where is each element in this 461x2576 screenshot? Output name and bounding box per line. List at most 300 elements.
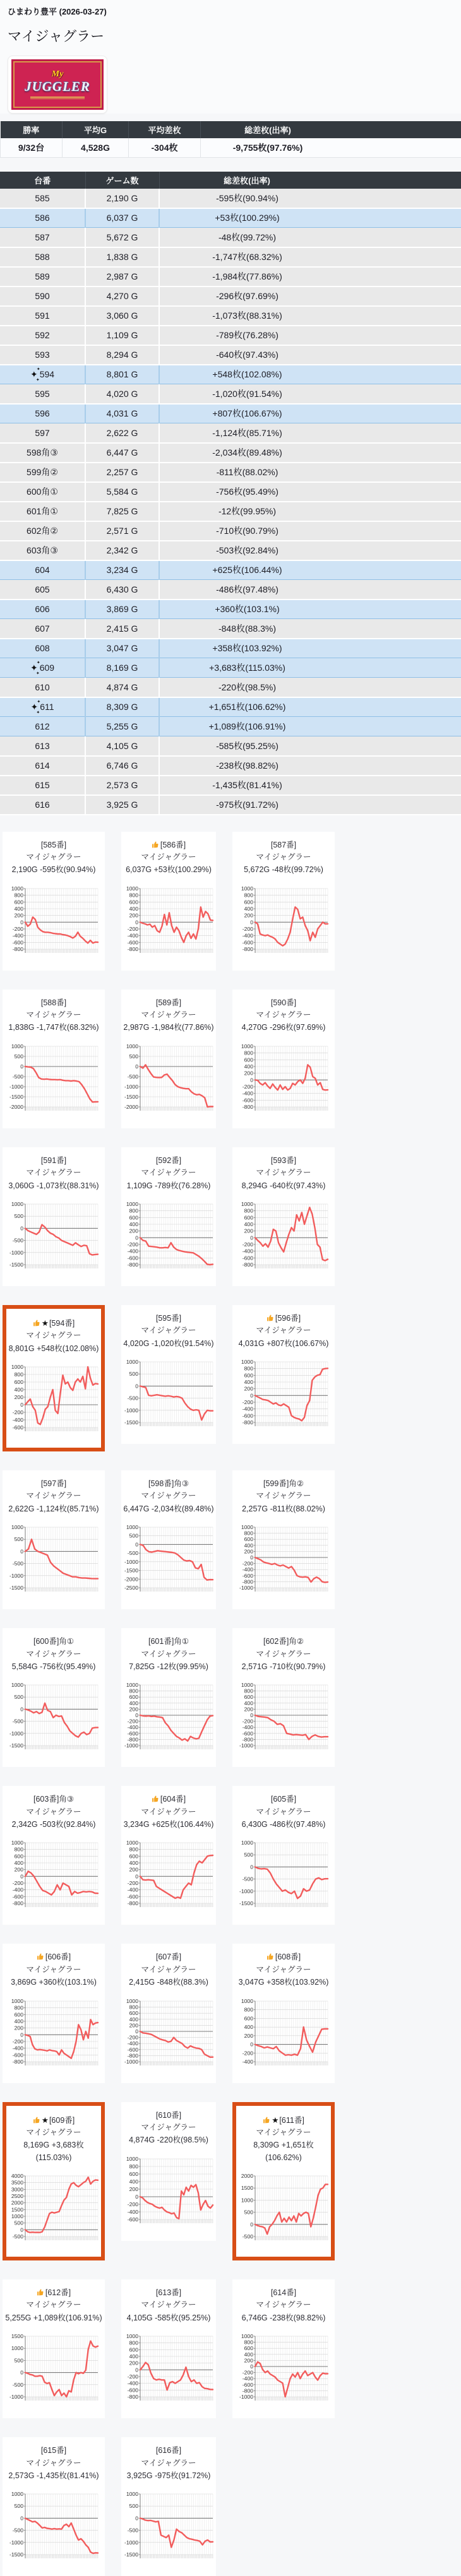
chart-title-model: マイジャグラー bbox=[123, 2299, 215, 2311]
svg-text:-800: -800 bbox=[242, 1419, 253, 1426]
slump-graph-612 bbox=[8, 2333, 100, 2405]
machine-diff-cell: -595枚(90.94%) bbox=[159, 189, 461, 208]
svg-text:1000: 1000 bbox=[126, 2333, 138, 2339]
svg-text:-500: -500 bbox=[242, 2233, 253, 2240]
chart-title-model: マイジャグラー bbox=[123, 1167, 215, 1179]
machine-table-body bbox=[0, 189, 461, 815]
svg-text:800: 800 bbox=[244, 1366, 254, 1372]
svg-text:200: 200 bbox=[244, 1228, 254, 1234]
machine-row-589 bbox=[0, 267, 461, 287]
slump-graph-590 bbox=[237, 1043, 330, 1115]
chart-title-stats: 5,584G -756枚(95.49%) bbox=[4, 1661, 104, 1673]
chart-title-machine: [604番] bbox=[123, 1793, 215, 1805]
svg-text:0: 0 bbox=[20, 1225, 23, 1231]
logo-text-juggler: JUGGLER bbox=[25, 79, 90, 94]
svg-text:-1500: -1500 bbox=[9, 1742, 23, 1749]
chart-title-stats: 6,746G -238枚(98.82%) bbox=[234, 2312, 333, 2324]
svg-text:-200: -200 bbox=[242, 1399, 253, 1405]
chart-title-stats: 4,031G +807枚(106.67%) bbox=[234, 1338, 333, 1350]
logo-ornament bbox=[30, 97, 85, 99]
summary-table bbox=[0, 121, 461, 158]
machine-games-cell: 3,869 G bbox=[85, 600, 159, 619]
chart-card-title bbox=[4, 1793, 104, 1831]
machine-number-cell: 606 bbox=[0, 600, 85, 619]
machine-games-cell: 3,925 G bbox=[85, 795, 159, 815]
slump-graph-605 bbox=[237, 1840, 330, 1911]
chart-card-title bbox=[4, 997, 104, 1034]
svg-text:-1500: -1500 bbox=[9, 2551, 23, 2558]
svg-text:800: 800 bbox=[129, 1846, 139, 1853]
machine-number-cell: 614 bbox=[0, 756, 85, 776]
svg-text:-200: -200 bbox=[13, 1880, 23, 1886]
svg-text:800: 800 bbox=[129, 1208, 139, 1214]
chart-card-title bbox=[123, 2445, 215, 2482]
svg-text:1500: 1500 bbox=[241, 2185, 253, 2191]
machine-number-cell: 608 bbox=[0, 639, 85, 658]
slump-graph-594 bbox=[8, 1364, 100, 1436]
machine-number-cell: 586 bbox=[0, 208, 85, 228]
svg-text:800: 800 bbox=[244, 892, 254, 898]
charts-grid bbox=[0, 832, 326, 2576]
chart-title-model: マイジャグラー bbox=[123, 1009, 215, 1021]
chart-title-model: マイジャグラー bbox=[234, 1009, 333, 1021]
machine-table-header-games: ゲーム数 bbox=[85, 172, 159, 189]
slump-graph-616 bbox=[123, 2491, 215, 2563]
svg-text:-1000: -1000 bbox=[9, 2394, 23, 2400]
machine-diff-cell: +625枚(106.44%) bbox=[159, 560, 461, 580]
svg-text:400: 400 bbox=[244, 2351, 254, 2358]
svg-text:500: 500 bbox=[129, 1371, 139, 1377]
machine-number-cell: 616 bbox=[0, 795, 85, 815]
chart-title-stats: 2,987G -1,984枚(77.86%) bbox=[123, 1022, 215, 1034]
svg-text:1000: 1000 bbox=[126, 1201, 138, 1207]
machine-row-600 bbox=[0, 482, 461, 502]
svg-text:-500: -500 bbox=[13, 1073, 23, 1080]
svg-text:-200: -200 bbox=[13, 1409, 23, 1415]
svg-text:-500: -500 bbox=[128, 1395, 138, 1402]
svg-text:1000: 1000 bbox=[11, 1682, 23, 1688]
svg-text:-800: -800 bbox=[128, 1900, 138, 1906]
svg-text:200: 200 bbox=[129, 1228, 139, 1234]
machine-number-cell: 590 bbox=[0, 287, 85, 306]
chart-card-613 bbox=[121, 2279, 216, 2418]
machine-diff-cell: -1,073枚(88.31%) bbox=[159, 306, 461, 326]
machine-games-cell: 4,270 G bbox=[85, 287, 159, 306]
summary-value-avg-diff: -304枚 bbox=[129, 138, 201, 157]
machine-games-cell: 4,874 G bbox=[85, 678, 159, 697]
slump-graph-602 bbox=[237, 1682, 330, 1754]
chart-title-model: マイジャグラー bbox=[8, 1330, 100, 1342]
machine-row-591 bbox=[0, 306, 461, 326]
svg-text:0: 0 bbox=[20, 2226, 23, 2233]
svg-text:-1000: -1000 bbox=[239, 1742, 253, 1749]
svg-text:800: 800 bbox=[244, 2339, 254, 2346]
svg-text:1000: 1000 bbox=[11, 2491, 23, 2497]
svg-text:800: 800 bbox=[129, 892, 139, 898]
svg-text:-500: -500 bbox=[13, 1561, 23, 1567]
svg-text:-400: -400 bbox=[13, 1417, 23, 1423]
machine-games-cell: 5,255 G bbox=[85, 717, 159, 736]
chart-title-machine: [616番] bbox=[123, 2445, 215, 2457]
svg-text:800: 800 bbox=[244, 1208, 254, 1214]
svg-text:400: 400 bbox=[129, 1700, 139, 1706]
svg-text:1000: 1000 bbox=[126, 1359, 138, 1365]
svg-text:0: 0 bbox=[250, 1864, 253, 1870]
chart-title-stats: 5,672G -48枚(99.72%) bbox=[234, 864, 333, 876]
machine-games-cell: 2,987 G bbox=[85, 267, 159, 287]
machine-games-cell: 7,825 G bbox=[85, 502, 159, 521]
machine-number-cell: 598角③ bbox=[0, 443, 85, 463]
svg-text:0: 0 bbox=[20, 919, 23, 925]
svg-text:-400: -400 bbox=[242, 1566, 253, 1573]
svg-text:400: 400 bbox=[129, 2016, 139, 2022]
svg-text:1000: 1000 bbox=[241, 1682, 253, 1688]
svg-text:-500: -500 bbox=[128, 1073, 138, 1080]
svg-text:-1500: -1500 bbox=[124, 2551, 138, 2558]
chart-card-600 bbox=[3, 1628, 105, 1767]
svg-text:-600: -600 bbox=[128, 1255, 138, 1261]
svg-text:-1000: -1000 bbox=[9, 1250, 23, 1256]
svg-text:0: 0 bbox=[135, 2515, 138, 2522]
svg-text:3500: 3500 bbox=[11, 2180, 23, 2186]
svg-text:500: 500 bbox=[129, 2503, 139, 2509]
chart-card-title bbox=[123, 1951, 215, 1988]
svg-text:400: 400 bbox=[129, 1221, 139, 1227]
chart-card-599 bbox=[232, 1470, 335, 1609]
summary-header-row bbox=[1, 121, 461, 138]
chart-card-title bbox=[4, 839, 104, 877]
chart-title-model: マイジャグラー bbox=[234, 1964, 333, 1976]
svg-text:500: 500 bbox=[15, 2220, 24, 2226]
svg-text:-200: -200 bbox=[128, 2201, 138, 2207]
svg-text:600: 600 bbox=[244, 899, 254, 905]
machine-table-header-row bbox=[0, 172, 461, 189]
svg-text:0: 0 bbox=[250, 1554, 253, 1561]
svg-text:400: 400 bbox=[244, 1221, 254, 1227]
machine-number-cell: ✦ ✦ ✦ 594 bbox=[0, 365, 85, 384]
machine-games-cell: 8,169 G bbox=[85, 658, 159, 678]
chart-title-machine: [603番]角③ bbox=[4, 1793, 104, 1805]
machine-games-cell: 2,415 G bbox=[85, 619, 159, 639]
chart-card-601 bbox=[121, 1628, 216, 1767]
svg-text:1000: 1000 bbox=[241, 1998, 253, 2004]
svg-text:1000: 1000 bbox=[126, 2491, 138, 2497]
svg-text:-400: -400 bbox=[242, 1724, 253, 1730]
machine-row-594 bbox=[0, 365, 461, 384]
chart-title-stats: 3,925G -975枚(91.72%) bbox=[123, 2470, 215, 2482]
svg-text:400: 400 bbox=[244, 1542, 254, 1549]
chart-card-title bbox=[8, 1318, 100, 1355]
machine-diff-cell: -975枚(91.72%) bbox=[159, 795, 461, 815]
machine-number-cell: 604 bbox=[0, 560, 85, 580]
svg-text:-1000: -1000 bbox=[9, 1573, 23, 1579]
chart-title-stats: 6,037G +53枚(100.29%) bbox=[123, 864, 215, 876]
svg-text:-800: -800 bbox=[128, 946, 138, 952]
chart-title-stats: 8,309G +1,651枚(106.62%) bbox=[237, 2139, 330, 2164]
machine-row-612 bbox=[0, 717, 461, 736]
machine-games-cell: 8,294 G bbox=[85, 345, 159, 365]
svg-text:-400: -400 bbox=[128, 932, 138, 938]
svg-text:0: 0 bbox=[20, 1402, 23, 1408]
svg-text:-1000: -1000 bbox=[124, 2059, 138, 2065]
machine-row-608 bbox=[0, 639, 461, 658]
svg-text:400: 400 bbox=[15, 1386, 24, 1393]
svg-text:-500: -500 bbox=[128, 1550, 138, 1556]
svg-text:-400: -400 bbox=[128, 1248, 138, 1255]
machine-number-cell: 607 bbox=[0, 619, 85, 639]
chart-card-title bbox=[4, 1478, 104, 1515]
machine-row-599 bbox=[0, 463, 461, 482]
machine-row-610 bbox=[0, 678, 461, 697]
svg-text:200: 200 bbox=[15, 912, 24, 918]
chart-title-machine: ★[594番] bbox=[8, 1318, 100, 1330]
svg-text:0: 0 bbox=[20, 2031, 23, 2038]
svg-text:1000: 1000 bbox=[241, 1359, 253, 1365]
chart-title-stats: 4,874G -220枚(98.5%) bbox=[123, 2134, 215, 2146]
svg-text:-1500: -1500 bbox=[124, 1094, 138, 1100]
chart-title-model: マイジャグラー bbox=[234, 851, 333, 863]
svg-text:-400: -400 bbox=[128, 2209, 138, 2215]
svg-text:500: 500 bbox=[15, 2503, 24, 2509]
svg-text:-500: -500 bbox=[13, 2527, 23, 2534]
svg-text:-400: -400 bbox=[242, 932, 253, 938]
chart-title-model: マイジャグラー bbox=[234, 1648, 333, 1660]
svg-text:400: 400 bbox=[129, 1860, 139, 1866]
chart-title-model: マイジャグラー bbox=[123, 2122, 215, 2134]
svg-text:500: 500 bbox=[129, 1053, 139, 1060]
chart-card-title bbox=[123, 997, 215, 1034]
chart-title-model: マイジャグラー bbox=[234, 2299, 333, 2311]
svg-text:0: 0 bbox=[250, 919, 253, 925]
machine-diff-cell: -789枚(76.28%) bbox=[159, 326, 461, 345]
svg-text:0: 0 bbox=[135, 2194, 138, 2200]
svg-text:-600: -600 bbox=[242, 1097, 253, 1103]
summary-header-total-diff: 総差枚(出率) bbox=[201, 121, 461, 138]
svg-text:-800: -800 bbox=[128, 1737, 138, 1743]
svg-text:2500: 2500 bbox=[11, 2193, 23, 2199]
machine-games-cell: 5,672 G bbox=[85, 228, 159, 247]
machine-games-cell: 2,573 G bbox=[85, 776, 159, 795]
summary-value-winrate: 9/32台 bbox=[1, 138, 63, 157]
svg-text:200: 200 bbox=[244, 1386, 254, 1392]
svg-text:-400: -400 bbox=[242, 2375, 253, 2382]
svg-text:-2500: -2500 bbox=[124, 1585, 138, 1591]
svg-text:200: 200 bbox=[129, 1867, 139, 1873]
machine-number-cell: 615 bbox=[0, 776, 85, 795]
slump-graph-601 bbox=[123, 1682, 215, 1754]
svg-text:-600: -600 bbox=[128, 2046, 138, 2052]
chart-title-machine: [607番] bbox=[123, 1951, 215, 1963]
svg-text:0: 0 bbox=[135, 1542, 138, 1548]
svg-text:400: 400 bbox=[15, 906, 24, 912]
svg-text:800: 800 bbox=[244, 1530, 254, 1537]
machine-diff-cell: -756枚(95.49%) bbox=[159, 482, 461, 502]
slump-graph-586 bbox=[123, 885, 215, 957]
machine-table-header-diff: 総差枚(出率) bbox=[159, 172, 461, 189]
chart-card-603 bbox=[3, 1786, 105, 1925]
svg-text:500: 500 bbox=[129, 1533, 139, 1539]
machine-row-585 bbox=[0, 189, 461, 208]
machine-row-609 bbox=[0, 658, 461, 678]
machine-games-cell: 2,190 G bbox=[85, 189, 159, 208]
machine-row-587 bbox=[0, 228, 461, 247]
sparkle-icon: ✦ ✦ ✦ bbox=[30, 663, 38, 673]
slump-graph-603 bbox=[8, 1840, 100, 1911]
svg-text:1000: 1000 bbox=[126, 1524, 138, 1530]
svg-text:0: 0 bbox=[135, 1383, 138, 1389]
chart-title-stats: 3,047G +358枚(103.92%) bbox=[234, 1976, 333, 1988]
svg-text:-500: -500 bbox=[242, 1876, 253, 1882]
slump-graph-609 bbox=[8, 2173, 100, 2245]
svg-text:600: 600 bbox=[15, 2011, 24, 2018]
svg-text:-400: -400 bbox=[242, 1090, 253, 1096]
svg-text:-800: -800 bbox=[242, 2388, 253, 2394]
chart-card-593 bbox=[232, 1147, 335, 1286]
svg-text:-400: -400 bbox=[128, 2380, 138, 2387]
svg-text:-500: -500 bbox=[128, 2527, 138, 2534]
machine-diff-cell: +548枚(102.08%) bbox=[159, 365, 461, 384]
chart-title-model: マイジャグラー bbox=[4, 2457, 104, 2469]
svg-text:500: 500 bbox=[15, 1694, 24, 1700]
chart-title-machine: [601番]角① bbox=[123, 1636, 215, 1648]
svg-text:600: 600 bbox=[244, 1214, 254, 1220]
chart-card-title bbox=[234, 839, 333, 877]
chart-title-model: マイジャグラー bbox=[4, 1648, 104, 1660]
svg-text:600: 600 bbox=[15, 1379, 24, 1385]
thumbs-up-icon bbox=[37, 1953, 45, 1961]
chart-card-608 bbox=[232, 1944, 335, 2083]
svg-text:-600: -600 bbox=[242, 939, 253, 945]
slump-graph-604 bbox=[123, 1840, 215, 1911]
svg-text:200: 200 bbox=[244, 912, 254, 918]
svg-text:-800: -800 bbox=[242, 1579, 253, 1585]
machine-diff-cell: -811枚(88.02%) bbox=[159, 463, 461, 482]
svg-text:1000: 1000 bbox=[241, 2197, 253, 2203]
machine-row-605 bbox=[0, 580, 461, 600]
svg-text:0: 0 bbox=[135, 919, 138, 925]
svg-text:-400: -400 bbox=[128, 1724, 138, 1730]
chart-title-machine: [585番] bbox=[4, 839, 104, 851]
machine-number-cell: 597 bbox=[0, 423, 85, 443]
chart-title-stats: 4,020G -1,020枚(91.54%) bbox=[123, 1338, 215, 1350]
machine-games-cell: 5,584 G bbox=[85, 482, 159, 502]
svg-text:-1000: -1000 bbox=[124, 2539, 138, 2546]
svg-text:800: 800 bbox=[129, 2340, 139, 2346]
svg-text:-400: -400 bbox=[128, 2040, 138, 2047]
svg-text:200: 200 bbox=[129, 2186, 139, 2192]
svg-text:800: 800 bbox=[244, 1688, 254, 1694]
svg-text:1000: 1000 bbox=[11, 1998, 23, 2004]
chart-card-591 bbox=[3, 1147, 105, 1286]
svg-text:1000: 1000 bbox=[11, 885, 23, 892]
machine-row-602 bbox=[0, 521, 461, 541]
chart-title-stats: 3,234G +625枚(106.44%) bbox=[123, 1819, 215, 1831]
slump-graph-587 bbox=[237, 885, 330, 957]
chart-title-model: マイジャグラー bbox=[4, 1490, 104, 1502]
svg-text:600: 600 bbox=[244, 1372, 254, 1378]
chart-card-title bbox=[4, 2445, 104, 2482]
chart-card-title bbox=[123, 2110, 215, 2147]
machine-row-611 bbox=[0, 697, 461, 717]
slump-graph-614 bbox=[237, 2333, 330, 2405]
svg-text:0: 0 bbox=[20, 1874, 23, 1880]
svg-text:800: 800 bbox=[129, 2004, 139, 2010]
svg-text:-1000: -1000 bbox=[9, 1084, 23, 1090]
svg-text:200: 200 bbox=[129, 2360, 139, 2366]
svg-text:2000: 2000 bbox=[11, 2200, 23, 2206]
svg-text:500: 500 bbox=[244, 2209, 254, 2216]
machine-row-607 bbox=[0, 619, 461, 639]
svg-text:-200: -200 bbox=[242, 1241, 253, 1248]
machine-row-616 bbox=[0, 795, 461, 815]
chart-title-machine: ★[611番] bbox=[237, 2115, 330, 2127]
chart-title-stats: 1,109G -789枚(76.28%) bbox=[123, 1180, 215, 1192]
chart-title-model: マイジャグラー bbox=[123, 1964, 215, 1976]
svg-text:1000: 1000 bbox=[126, 885, 138, 892]
svg-text:-1000: -1000 bbox=[9, 1730, 23, 1737]
chart-title-machine: [598番]角③ bbox=[123, 1478, 215, 1490]
svg-text:200: 200 bbox=[244, 1070, 254, 1076]
sparkle-icon: ✦ ✦ ✦ bbox=[30, 369, 38, 380]
summary-value-row bbox=[1, 138, 461, 157]
svg-text:200: 200 bbox=[15, 1394, 24, 1400]
chart-card-title bbox=[123, 1313, 215, 1350]
svg-text:-200: -200 bbox=[242, 2370, 253, 2376]
slump-graph-599 bbox=[237, 1524, 330, 1596]
svg-text:800: 800 bbox=[244, 2006, 254, 2012]
svg-text:-200: -200 bbox=[128, 2373, 138, 2380]
chart-title-model: マイジャグラー bbox=[234, 1490, 333, 1502]
svg-text:-200: -200 bbox=[128, 1718, 138, 1725]
svg-text:-800: -800 bbox=[242, 1261, 253, 1268]
page-title: マイジャグラー bbox=[8, 26, 453, 45]
svg-text:-400: -400 bbox=[128, 1887, 138, 1893]
svg-text:-200: -200 bbox=[128, 2034, 138, 2040]
svg-text:600: 600 bbox=[244, 1694, 254, 1700]
thumbs-up-icon bbox=[266, 1953, 275, 1961]
svg-text:-500: -500 bbox=[13, 1237, 23, 1243]
machine-diff-cell: +1,651枚(106.62%) bbox=[159, 697, 461, 717]
chart-title-stats: 7,825G -12枚(99.95%) bbox=[123, 1661, 215, 1673]
chart-card-title bbox=[234, 1951, 333, 1988]
chart-title-model: マイジャグラー bbox=[4, 851, 104, 863]
chart-title-model: マイジャグラー bbox=[123, 2457, 215, 2469]
machine-diff-cell: -1,020枚(91.54%) bbox=[159, 384, 461, 404]
svg-text:1500: 1500 bbox=[11, 2333, 23, 2339]
chart-card-604 bbox=[121, 1786, 216, 1925]
machine-games-cell: 2,571 G bbox=[85, 521, 159, 541]
machine-diff-cell: +1,089枚(106.91%) bbox=[159, 717, 461, 736]
svg-text:-600: -600 bbox=[242, 2382, 253, 2388]
machine-diff-cell: -1,124枚(85.71%) bbox=[159, 423, 461, 443]
svg-text:500: 500 bbox=[15, 1053, 24, 1060]
svg-text:400: 400 bbox=[129, 2178, 139, 2185]
svg-text:-1000: -1000 bbox=[239, 1888, 253, 1894]
machine-games-cell: 6,430 G bbox=[85, 580, 159, 600]
svg-text:-800: -800 bbox=[128, 1261, 138, 1268]
svg-text:0: 0 bbox=[250, 1077, 253, 1083]
svg-text:1000: 1000 bbox=[126, 1682, 138, 1688]
chart-title-stats: 8,294G -640枚(97.43%) bbox=[234, 1180, 333, 1192]
machine-diff-cell: -296枚(97.69%) bbox=[159, 287, 461, 306]
chart-title-model: マイジャグラー bbox=[4, 1964, 104, 1976]
chart-card-602 bbox=[232, 1628, 335, 1767]
svg-text:-200: -200 bbox=[242, 2050, 253, 2056]
machine-diff-cell: +358枚(103.92%) bbox=[159, 639, 461, 658]
svg-text:800: 800 bbox=[15, 892, 24, 898]
machine-games-cell: 6,037 G bbox=[85, 208, 159, 228]
machine-row-597 bbox=[0, 423, 461, 443]
